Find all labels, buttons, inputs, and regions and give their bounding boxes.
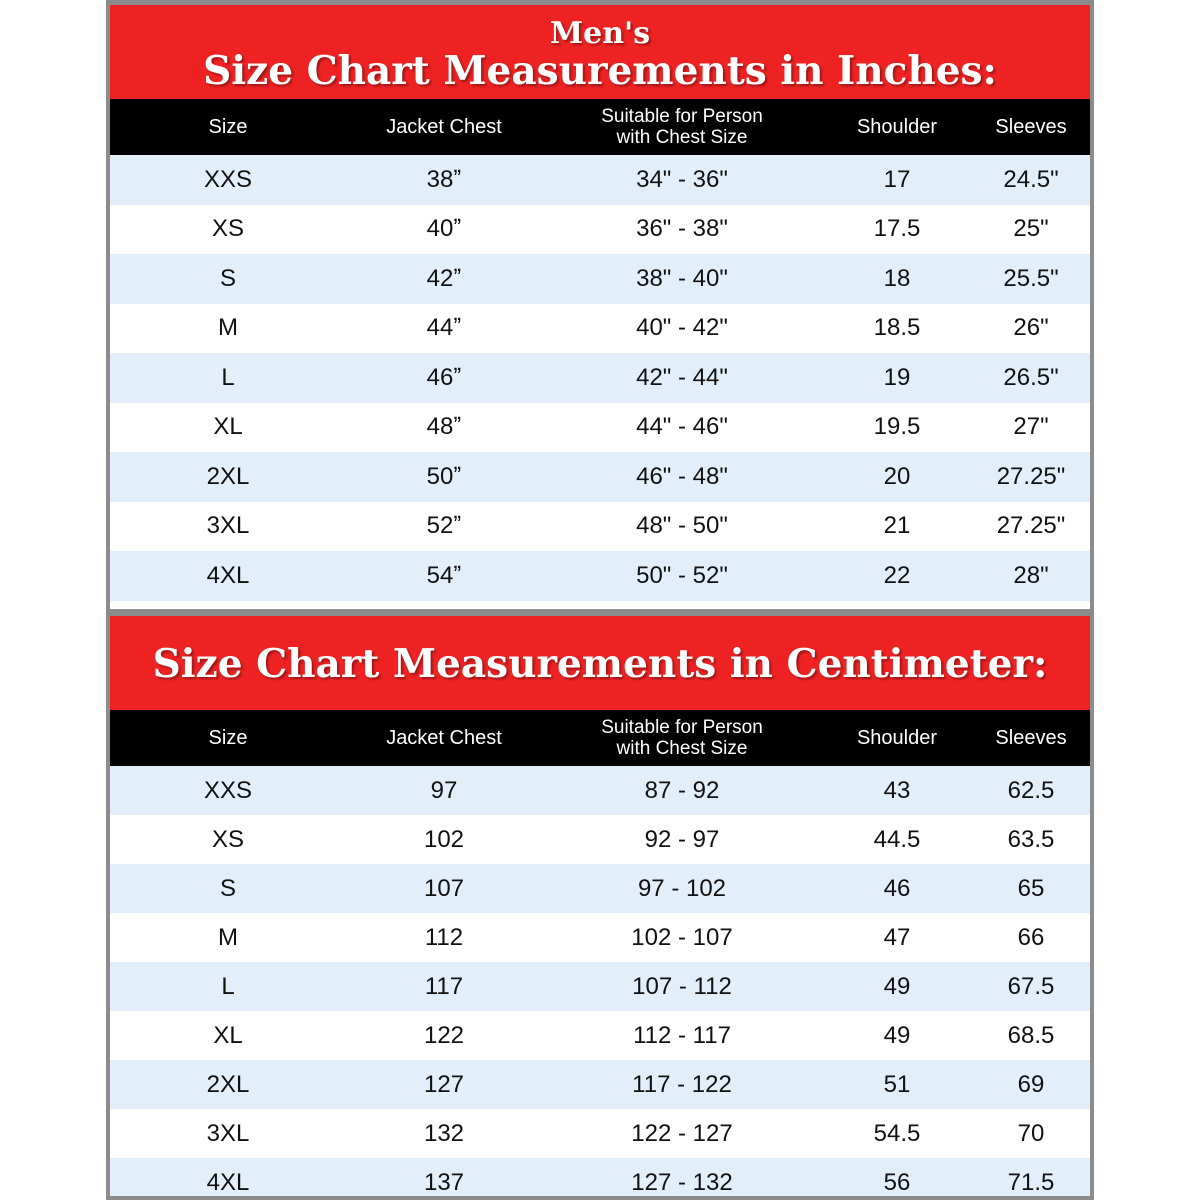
sleeves-cell: 27.25" [972, 452, 1090, 502]
jacket-chest-cell: 97 [346, 766, 542, 815]
table-row [110, 864, 1090, 913]
shoulder-cell: 47 [822, 913, 972, 962]
inches-title-line2: Size Chart Measurements in Inches: [203, 48, 997, 94]
table-row [110, 403, 1090, 453]
sleeves-cell: 69 [972, 1060, 1090, 1109]
chest-range-cell: 102 - 107 [542, 913, 822, 962]
sleeves-cell: 70 [972, 1109, 1090, 1158]
table-row [110, 1060, 1090, 1109]
shoulder-cell: 20 [822, 452, 972, 502]
jacket-chest-cell: 137 [346, 1158, 542, 1196]
table-row [110, 962, 1090, 1011]
chest-range-cell: 36" - 38" [542, 205, 822, 255]
inches-panel [110, 5, 1090, 609]
chest-range-cell: 112 - 117 [542, 1011, 822, 1060]
jacket-chest-cell: 40ˮ [346, 205, 542, 255]
size-cell: 4XL [110, 1158, 346, 1196]
shoulder-cell: 19.5 [822, 403, 972, 453]
sleeves-cell: 67.5 [972, 962, 1090, 1011]
table-row [110, 205, 1090, 255]
header-shoulder: Shoulder [822, 710, 972, 766]
sleeves-cell: 26" [972, 304, 1090, 354]
header-sleeves: Sleeves [972, 99, 1090, 155]
chest-range-cell: 46" - 48" [542, 452, 822, 502]
shoulder-cell: 17.5 [822, 205, 972, 255]
jacket-chest-cell: 112 [346, 913, 542, 962]
header-jacket-chest: Jacket Chest [346, 710, 542, 766]
sleeves-cell: 68.5 [972, 1011, 1090, 1060]
size-cell: L [110, 962, 346, 1011]
cm-title: Size Chart Measurements in Centimeter: [152, 641, 1048, 687]
size-cell: M [110, 913, 346, 962]
sleeves-cell: 66 [972, 913, 1090, 962]
jacket-chest-cell: 127 [346, 1060, 542, 1109]
cm-panel [110, 616, 1090, 1196]
chest-range-cell: 38" - 40" [542, 254, 822, 304]
inches-table [110, 99, 1090, 601]
shoulder-cell: 49 [822, 962, 972, 1011]
chest-range-cell: 97 - 102 [542, 864, 822, 913]
shoulder-cell: 51 [822, 1060, 972, 1109]
inches-banner [110, 5, 1090, 99]
chest-range-cell: 42" - 44" [542, 353, 822, 403]
header-sleeves: Sleeves [972, 710, 1090, 766]
jacket-chest-cell: 122 [346, 1011, 542, 1060]
chest-range-cell: 48" - 50" [542, 502, 822, 552]
cm-banner [110, 616, 1090, 710]
table-row [110, 452, 1090, 502]
sleeves-cell: 27.25" [972, 502, 1090, 552]
header-jacket-chest: Jacket Chest [346, 99, 542, 155]
table-row [110, 1011, 1090, 1060]
size-cell: S [110, 254, 346, 304]
size-cell: 3XL [110, 1109, 346, 1158]
jacket-chest-cell: 38ˮ [346, 155, 542, 205]
size-cell: XS [110, 205, 346, 255]
chest-range-cell: 34" - 36" [542, 155, 822, 205]
size-cell: XXS [110, 766, 346, 815]
size-cell: L [110, 353, 346, 403]
shoulder-cell: 54.5 [822, 1109, 972, 1158]
sleeves-cell: 28" [972, 551, 1090, 601]
size-cell: XL [110, 1011, 346, 1060]
jacket-chest-cell: 102 [346, 815, 542, 864]
header-suitable-line2: with Chest Size [616, 127, 748, 148]
header-shoulder: Shoulder [822, 99, 972, 155]
shoulder-cell: 21 [822, 502, 972, 552]
shoulder-cell: 49 [822, 1011, 972, 1060]
sleeves-cell: 25" [972, 205, 1090, 255]
sleeves-cell: 63.5 [972, 815, 1090, 864]
jacket-chest-cell: 44ˮ [346, 304, 542, 354]
table-row [110, 551, 1090, 601]
table-row [110, 1109, 1090, 1158]
chest-range-cell: 50" - 52" [542, 551, 822, 601]
table-row [110, 155, 1090, 205]
shoulder-cell: 46 [822, 864, 972, 913]
table-row [110, 913, 1090, 962]
chest-range-cell: 87 - 92 [542, 766, 822, 815]
chest-range-cell: 117 - 122 [542, 1060, 822, 1109]
size-cell: 2XL [110, 1060, 346, 1109]
sleeves-cell: 62.5 [972, 766, 1090, 815]
table-row [110, 254, 1090, 304]
jacket-chest-cell: 42ˮ [346, 254, 542, 304]
sleeves-cell: 26.5" [972, 353, 1090, 403]
sleeves-cell: 25.5" [972, 254, 1090, 304]
size-cell: 2XL [110, 452, 346, 502]
header-suitable-chest [542, 99, 822, 155]
size-cell: S [110, 864, 346, 913]
inches-header-row [110, 99, 1090, 155]
table-row [110, 304, 1090, 354]
chest-range-cell: 127 - 132 [542, 1158, 822, 1196]
header-size: Size [110, 99, 346, 155]
sleeves-cell: 27" [972, 403, 1090, 453]
shoulder-cell: 22 [822, 551, 972, 601]
table-row [110, 766, 1090, 815]
chest-range-cell: 92 - 97 [542, 815, 822, 864]
chest-range-cell: 107 - 112 [542, 962, 822, 1011]
table-row [110, 815, 1090, 864]
jacket-chest-cell: 107 [346, 864, 542, 913]
jacket-chest-cell: 46ˮ [346, 353, 542, 403]
jacket-chest-cell: 117 [346, 962, 542, 1011]
chest-range-cell: 122 - 127 [542, 1109, 822, 1158]
shoulder-cell: 56 [822, 1158, 972, 1196]
header-suitable-line2: with Chest Size [616, 738, 748, 759]
shoulder-cell: 19 [822, 353, 972, 403]
header-suitable-line1: Suitable for Person [601, 106, 763, 127]
sleeves-cell: 24.5" [972, 155, 1090, 205]
size-cell: 3XL [110, 502, 346, 552]
sleeves-cell: 71.5 [972, 1158, 1090, 1196]
header-suitable-line1: Suitable for Person [601, 717, 763, 738]
shoulder-cell: 43 [822, 766, 972, 815]
size-cell: 4XL [110, 551, 346, 601]
cm-header-row [110, 710, 1090, 766]
sleeves-cell: 65 [972, 864, 1090, 913]
jacket-chest-cell: 50ˮ [346, 452, 542, 502]
size-cell: XL [110, 403, 346, 453]
table-row [110, 502, 1090, 552]
shoulder-cell: 18 [822, 254, 972, 304]
jacket-chest-cell: 54ˮ [346, 551, 542, 601]
cm-table [110, 710, 1090, 1196]
table-row [110, 353, 1090, 403]
shoulder-cell: 18.5 [822, 304, 972, 354]
chest-range-cell: 40" - 42" [542, 304, 822, 354]
header-suitable-chest [542, 710, 822, 766]
shoulder-cell: 17 [822, 155, 972, 205]
header-size: Size [110, 710, 346, 766]
shoulder-cell: 44.5 [822, 815, 972, 864]
size-cell: M [110, 304, 346, 354]
size-cell: XS [110, 815, 346, 864]
jacket-chest-cell: 132 [346, 1109, 542, 1158]
jacket-chest-cell: 52ˮ [346, 502, 542, 552]
table-row [110, 1158, 1090, 1196]
inches-title-line1: Men's [549, 16, 651, 51]
jacket-chest-cell: 48ˮ [346, 403, 542, 453]
chest-range-cell: 44" - 46" [542, 403, 822, 453]
size-cell: XXS [110, 155, 346, 205]
